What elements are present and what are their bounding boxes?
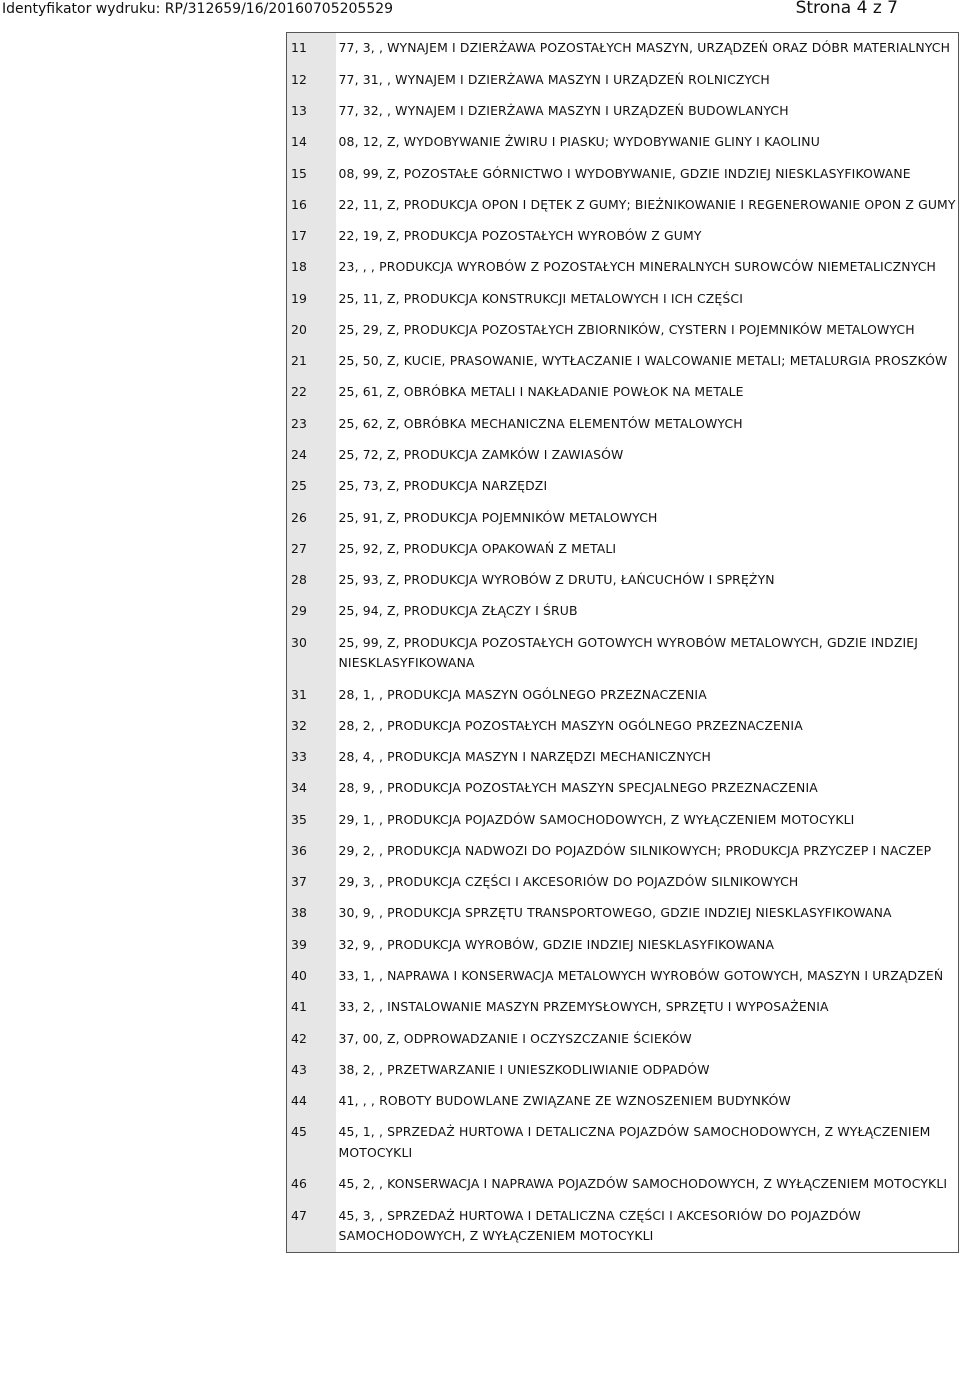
row-number: 47 <box>287 1200 336 1252</box>
table-row <box>287 1169 959 1200</box>
row-description: 22, 11, Z, PRODUKCJA OPON I DĘTEK Z GUMY; BIEŻNIKOWANIE I REGENEROWANIE OPON Z GUMY <box>338 196 956 212</box>
row-number: 44 <box>287 1086 336 1117</box>
activity-codes-body <box>287 33 959 1253</box>
activity-codes-table <box>286 32 959 1253</box>
row-number: 36 <box>287 836 336 867</box>
row-description: 25, 99, Z, PRODUKCJA POZOSTAŁYCH GOTOWYCH WYROBÓW METALOWYCH, GDZIE INDZIEJ NIESKLASYFIKOWANA <box>338 634 919 671</box>
table-row <box>287 804 959 835</box>
row-number: 43 <box>287 1055 336 1086</box>
row-description: 29, 3, , PRODUKCJA CZĘŚCI I AKCESORIÓW DO POJAZDÓW SILNIKOWYCH <box>338 874 799 890</box>
table-row <box>287 534 959 565</box>
row-number: 37 <box>287 867 336 898</box>
table-row <box>287 1086 959 1117</box>
table-row <box>287 96 959 127</box>
row-number: 12 <box>287 64 336 95</box>
row-description: 77, 32, , WYNAJEM I DZIERŻAWA MASZYN I URZĄDZEŃ BUDOWLANYCH <box>338 102 789 118</box>
row-number: 40 <box>287 961 336 992</box>
row-description: 25, 94, Z, PRODUKCJA ZŁĄCZY I ŚRUB <box>338 603 578 619</box>
row-number: 16 <box>287 189 336 220</box>
row-description: 77, 31, , WYNAJEM I DZIERŻAWA MASZYN I URZĄDZEŃ ROLNICZYCH <box>338 71 770 87</box>
table-row <box>287 961 959 992</box>
row-description: 08, 12, Z, WYDOBYWANIE ŻWIRU I PIASKU; WYDOBYWANIE GLINY I KAOLINU <box>338 134 820 150</box>
table-row <box>287 189 959 220</box>
row-number: 35 <box>287 804 336 835</box>
row-description: 29, 1, , PRODUKCJA POJAZDÓW SAMOCHODOWYCH, Z WYŁĄCZENIEM MOTOCYKLI <box>338 811 855 827</box>
row-number: 27 <box>287 534 336 565</box>
row-description: 22, 19, Z, PRODUKCJA POZOSTAŁYCH WYROBÓW Z GUMY <box>338 228 702 244</box>
table-row <box>287 992 959 1023</box>
table-row <box>287 283 959 314</box>
row-number: 34 <box>287 773 336 804</box>
row-description: 37, 00, Z, ODPROWADZANIE I OCZYSZCZANIE ŚCIEKÓW <box>338 1030 692 1046</box>
row-number: 38 <box>287 898 336 929</box>
table-row <box>287 127 959 158</box>
row-description: 25, 73, Z, PRODUKCJA NARZĘDZI <box>338 478 548 494</box>
table-row <box>287 440 959 471</box>
row-description: 25, 93, Z, PRODUKCJA WYROBÓW Z DRUTU, ŁAŃCUCHÓW I SPRĘŻYN <box>338 572 775 588</box>
row-number: 24 <box>287 440 336 471</box>
table-row <box>287 773 959 804</box>
row-number: 39 <box>287 929 336 960</box>
row-number: 33 <box>287 742 336 773</box>
row-description: 33, 1, , NAPRAWA I KONSERWACJA METALOWYCH WYROBÓW GOTOWYCH, MASZYN I URZĄDZEŃ <box>338 968 944 984</box>
row-description: 23, , , PRODUKCJA WYROBÓW Z POZOSTAŁYCH MINERALNYCH SUROWCÓW NIEMETALICZNYCH <box>338 259 937 275</box>
row-number: 32 <box>287 710 336 741</box>
row-number: 17 <box>287 221 336 252</box>
row-description: 25, 91, Z, PRODUKCJA POJEMNIKÓW METALOWYCH <box>338 509 658 525</box>
row-description: 33, 2, , INSTALOWANIE MASZYN PRZEMYSŁOWYCH, SPRZĘTU I WYPOSAŻENIA <box>338 999 829 1015</box>
row-description: 32, 9, , PRODUKCJA WYROBÓW, GDZIE INDZIEJ NIESKLASYFIKOWANA <box>338 936 775 952</box>
row-number: 11 <box>287 33 336 65</box>
row-description: 25, 29, Z, PRODUKCJA POZOSTAŁYCH ZBIORNIKÓW, CYSTERN I POJEMNIKÓW METALOWYCH <box>338 321 915 337</box>
row-description: 77, 3, , WYNAJEM I DZIERŻAWA POZOSTAŁYCH MASZYN, URZĄDZEŃ ORAZ DÓBR MATERIALNYCH <box>338 40 951 56</box>
row-number: 21 <box>287 346 336 377</box>
table-row <box>287 836 959 867</box>
row-number: 13 <box>287 96 336 127</box>
row-number: 25 <box>287 471 336 502</box>
table-row <box>287 565 959 596</box>
table-row <box>287 346 959 377</box>
row-number: 46 <box>287 1169 336 1200</box>
row-number: 18 <box>287 252 336 283</box>
row-number: 14 <box>287 127 336 158</box>
row-description: 45, 2, , KONSERWACJA I NAPRAWA POJAZDÓW SAMOCHODOWYCH, Z WYŁĄCZENIEM MOTOCYKLI <box>338 1176 948 1192</box>
row-description: 25, 50, Z, KUCIE, PRASOWANIE, WYTŁACZANIE I WALCOWANIE METALI; METALURGIA PROSZKÓW <box>338 353 948 369</box>
row-number: 30 <box>287 627 336 679</box>
row-description: 25, 11, Z, PRODUKCJA KONSTRUKCJI METALOWYCH I ICH CZĘŚCI <box>338 290 744 306</box>
table-row <box>287 627 959 679</box>
row-number: 31 <box>287 679 336 710</box>
row-number: 23 <box>287 408 336 439</box>
table-row <box>287 1200 959 1252</box>
row-description: 45, 3, , SPRZEDAŻ HURTOWA I DETALICZNA CZĘŚCI I AKCESORIÓW DO POJAZDÓW SAMOCHODOWYCH, Z WYŁĄCZENIEM MOTOCYKLI <box>338 1207 861 1244</box>
row-number: 45 <box>287 1117 336 1169</box>
row-description: 25, 61, Z, OBRÓBKA METALI I NAKŁADANIE POWŁOK NA METALE <box>338 384 744 400</box>
row-number: 26 <box>287 502 336 533</box>
row-description: 45, 1, , SPRZEDAŻ HURTOWA I DETALICZNA POJAZDÓW SAMOCHODOWYCH, Z WYŁĄCZENIEM MOTOCYKLI <box>338 1124 931 1160</box>
table-row <box>287 64 959 95</box>
row-description: 28, 1, , PRODUKCJA MASZYN OGÓLNEGO PRZEZNACZENIA <box>338 686 707 702</box>
row-description: 41, , , ROBOTY BUDOWLANE ZWIĄZANE ZE WZNOSZENIEM BUDYNKÓW <box>338 1093 791 1109</box>
table-row <box>287 502 959 533</box>
row-description: 25, 62, Z, OBRÓBKA MECHANICZNA ELEMENTÓW METALOWYCH <box>338 415 743 431</box>
table-row <box>287 471 959 502</box>
row-number: 22 <box>287 377 336 408</box>
page-number: Strona 4 z 7 <box>795 0 898 18</box>
table-row <box>287 315 959 346</box>
row-description: 30, 9, , PRODUKCJA SPRZĘTU TRANSPORTOWEGO, GDZIE INDZIEJ NIESKLASYFIKOWANA <box>338 905 892 921</box>
table-row <box>287 867 959 898</box>
row-number: 19 <box>287 283 336 314</box>
table-row <box>287 252 959 283</box>
table-row <box>287 1117 959 1169</box>
table-row <box>287 33 959 65</box>
table-row <box>287 898 959 929</box>
row-number: 42 <box>287 1023 336 1054</box>
row-description: 28, 2, , PRODUKCJA POZOSTAŁYCH MASZYN OGÓLNEGO PRZEZNACZENIA <box>338 717 803 733</box>
table-row <box>287 742 959 773</box>
table-row <box>287 679 959 710</box>
row-description: 25, 72, Z, PRODUKCJA ZAMKÓW I ZAWIASÓW <box>338 447 624 463</box>
row-description: 28, 9, , PRODUKCJA POZOSTAŁYCH MASZYN SPECJALNEGO PRZEZNACZENIA <box>338 780 818 796</box>
table-row <box>287 1055 959 1086</box>
table-row <box>287 596 959 627</box>
row-number: 28 <box>287 565 336 596</box>
row-number: 15 <box>287 158 336 189</box>
row-description: 08, 99, Z, POZOSTAŁE GÓRNICTWO I WYDOBYWANIE, GDZIE INDZIEJ NIESKLASYFIKOWANE <box>338 165 911 181</box>
table-row <box>287 377 959 408</box>
table-row <box>287 1023 959 1054</box>
row-description: 29, 2, , PRODUKCJA NADWOZI DO POJAZDÓW SILNIKOWYCH; PRODUKCJA PRZYCZEP I NACZEP <box>338 842 932 858</box>
table-row <box>287 221 959 252</box>
row-description: 38, 2, , PRZETWARZANIE I UNIESZKODLIWIANIE ODPADÓW <box>338 1061 710 1077</box>
row-number: 29 <box>287 596 336 627</box>
table-row <box>287 408 959 439</box>
table-row <box>287 929 959 960</box>
row-number: 41 <box>287 992 336 1023</box>
table-row <box>287 158 959 189</box>
print-identifier: Identyfikator wydruku: RP/312659/16/20160705205529 <box>2 1 394 17</box>
row-number: 20 <box>287 315 336 346</box>
table-row <box>287 710 959 741</box>
row-description: 25, 92, Z, PRODUKCJA OPAKOWAŃ Z METALI <box>338 540 617 556</box>
row-description: 28, 4, , PRODUKCJA MASZYN I NARZĘDZI MECHANICZNYCH <box>338 749 712 765</box>
